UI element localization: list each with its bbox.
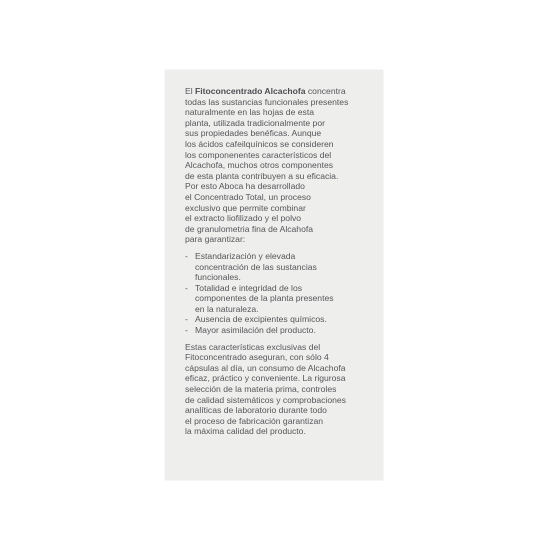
intro-line: Alcachofa, muchos otros componentes	[185, 160, 334, 171]
bullet-dash: -	[185, 325, 188, 336]
intro-first-line-rest: concentra	[305, 86, 346, 96]
benefit-line: Ausencia de excipientes químicos.	[195, 314, 327, 325]
closing-line: cápsulas al día, un consumo de Alcachofa	[185, 362, 346, 373]
closing-line: la máxima calidad del producto.	[185, 426, 306, 437]
benefit-item	[185, 283, 377, 315]
benefit-item	[185, 325, 377, 336]
closing-line: analíticas de laboratorio durante todo	[185, 405, 327, 416]
intro-prefix: El	[185, 86, 196, 96]
intro-line: planta, utilizada tradicionalmente por	[185, 117, 325, 128]
bullet-dash: -	[185, 282, 188, 293]
bullet-dash: -	[185, 250, 188, 261]
intro-first-line	[185, 86, 377, 97]
intro-line: el extracto liofilizado y el polvo	[185, 213, 302, 224]
intro-line: de esta planta contribuyen a su eficacia.	[185, 170, 339, 181]
intro-line: naturalmente en las hojas de esta	[185, 107, 314, 118]
closing-line: el proceso de fabricación garantizan	[185, 415, 324, 426]
intro-line: los componenentes característicos del	[185, 149, 332, 160]
intro-line: sus propiedades benéficas. Aunque	[185, 128, 322, 139]
benefit-line: Mayor asimilación del producto.	[195, 325, 316, 336]
benefit-line: funcionales.	[195, 272, 241, 283]
closing-line: de calidad sistemáticos y comprobaciones	[185, 394, 346, 405]
intro-line: el Concentrado Total, un proceso	[185, 191, 311, 202]
closing-line: selección de la materia prima, controles	[185, 384, 337, 395]
intro-line: de granulometria fina de Alcahofa	[185, 223, 314, 234]
benefit-list	[185, 251, 377, 336]
closing-line: eficaz, práctico y conveniente. La rigurosa	[185, 373, 346, 384]
closing-line: Fitoconcentrado aseguran, con sólo 4	[185, 352, 329, 363]
intro-line: todas las sustancias funcionales presentes	[185, 96, 349, 107]
intro-line: exclusivo que permite combinar	[185, 202, 306, 213]
leaflet-panel	[165, 70, 383, 480]
benefit-line: concentración de las sustancias	[195, 261, 317, 272]
leaflet-text	[185, 86, 377, 437]
benefit-line: en la naturaleza.	[195, 303, 259, 314]
product-name: Fitoconcentrado Alcachofa	[195, 86, 306, 96]
intro-line: para garantizar:	[185, 234, 246, 245]
benefit-line: Estandarización y elevada	[195, 250, 296, 261]
intro-line: Por esto Aboca ha desarrollado	[185, 181, 305, 192]
intro-line: los ácidos cafeilquínicos se consideren	[185, 138, 334, 149]
benefit-item	[185, 314, 377, 325]
benefit-line: Totalidad e integridad de los	[195, 282, 303, 293]
benefit-line: componentes de la planta presentes	[195, 293, 334, 304]
benefit-item	[185, 251, 377, 283]
bullet-dash: -	[185, 314, 188, 325]
closing-line: Estas características exclusivas del	[185, 341, 321, 352]
